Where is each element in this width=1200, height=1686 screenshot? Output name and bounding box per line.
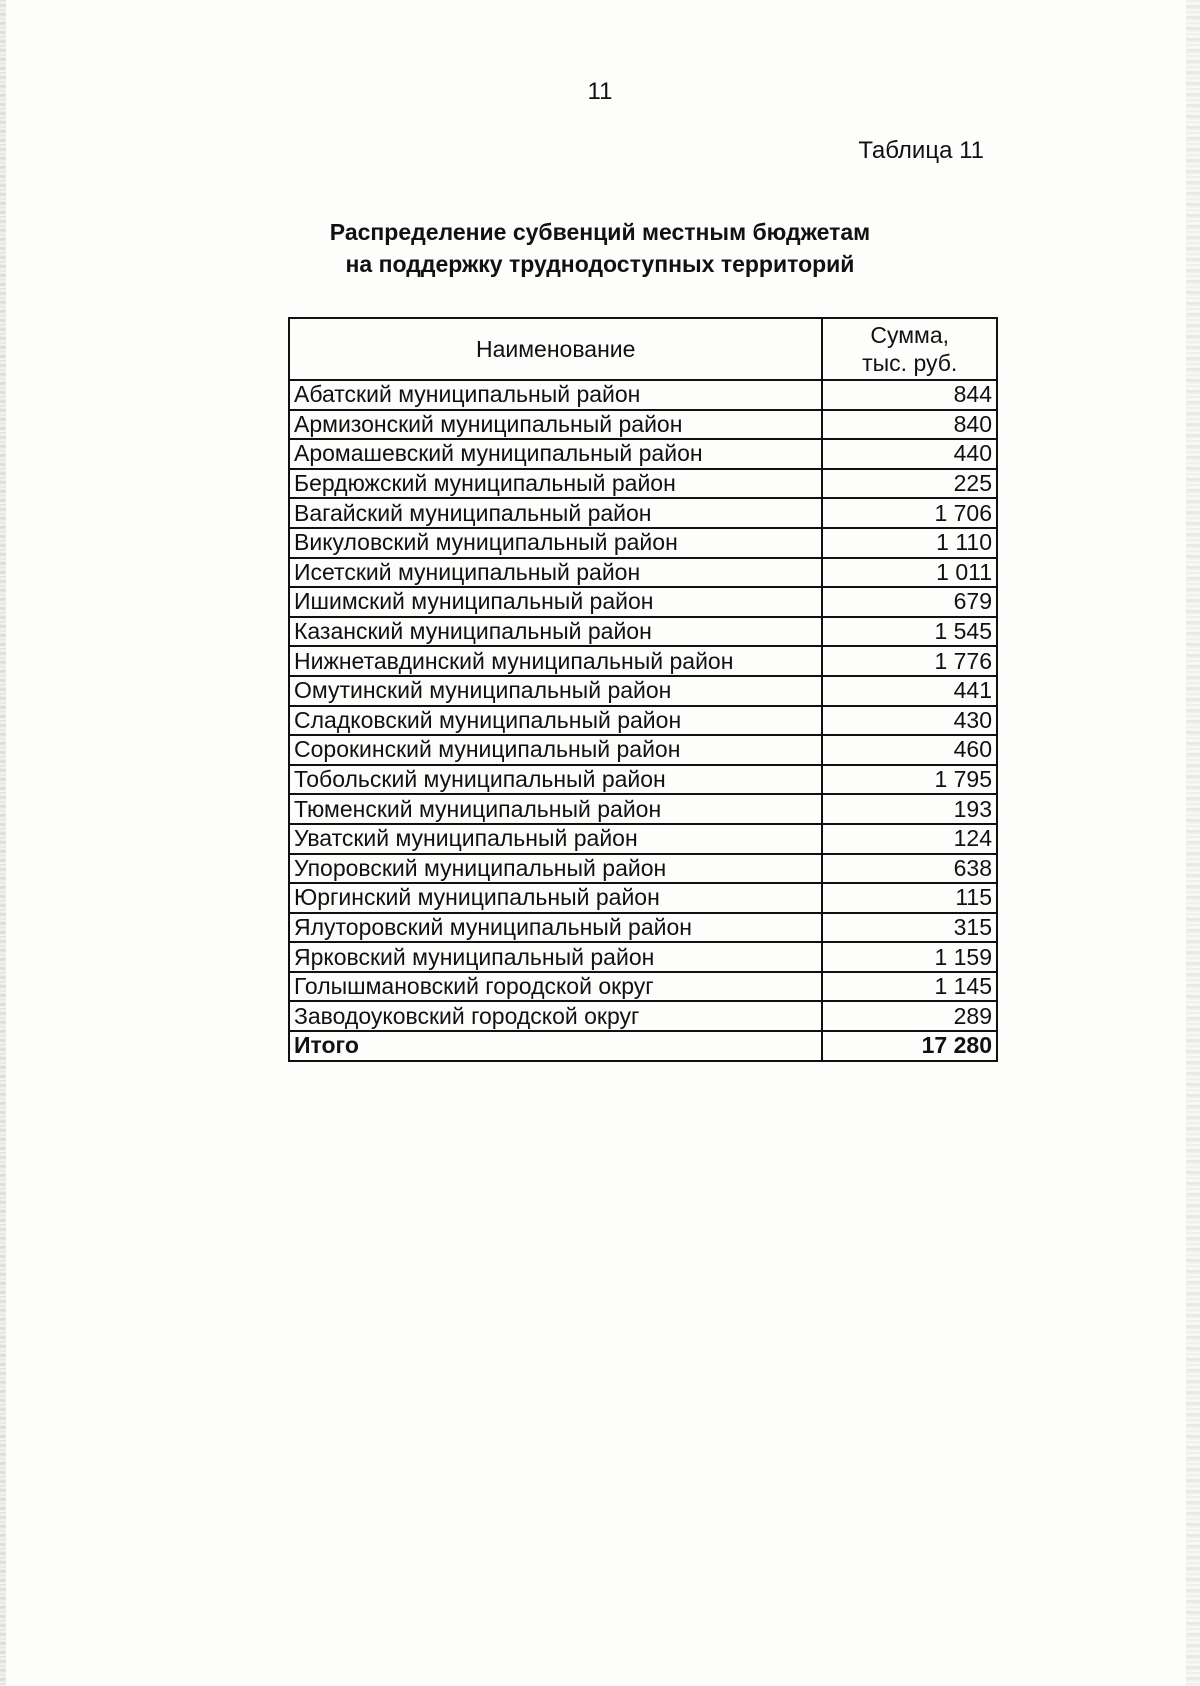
row-value: 1 145 <box>822 972 997 1002</box>
row-value: 638 <box>822 854 997 884</box>
table-row <box>289 765 997 795</box>
table-row <box>289 883 997 913</box>
row-value: 1 795 <box>822 765 997 795</box>
row-name: Исетский муниципальный район <box>289 558 822 588</box>
row-name: Армизонский муниципальный район <box>289 410 822 440</box>
total-label: Итого <box>289 1031 822 1061</box>
header-sum <box>822 318 997 380</box>
row-name: Викуловский муниципальный район <box>289 528 822 558</box>
table-row <box>289 558 997 588</box>
table-row <box>289 617 997 647</box>
table-row <box>289 646 997 676</box>
table-row <box>289 528 997 558</box>
table-label: Таблица 11 <box>858 137 984 164</box>
row-value: 460 <box>822 735 997 765</box>
row-name: Ишимский муниципальный район <box>289 587 822 617</box>
table-row <box>289 794 997 824</box>
row-name: Вагайский муниципальный район <box>289 498 822 528</box>
document-title <box>300 216 900 280</box>
table-row <box>289 735 997 765</box>
table-row <box>289 1001 997 1031</box>
table-row <box>289 824 997 854</box>
row-value: 1 110 <box>822 528 997 558</box>
table-row <box>289 913 997 943</box>
row-value: 430 <box>822 706 997 736</box>
table-row <box>289 587 997 617</box>
scan-edge-left <box>0 0 6 1686</box>
table-header-row <box>289 318 997 380</box>
row-name: Заводоуковский городской округ <box>289 1001 822 1031</box>
page-number: 11 <box>587 78 613 105</box>
table-row <box>289 498 997 528</box>
row-value: 1 545 <box>822 617 997 647</box>
row-value: 441 <box>822 676 997 706</box>
row-name: Юргинский муниципальный район <box>289 883 822 913</box>
total-value: 17 280 <box>822 1031 997 1061</box>
row-value: 115 <box>822 883 997 913</box>
row-value: 1 776 <box>822 646 997 676</box>
title-line-2: на поддержку труднодоступных территорий <box>345 251 855 277</box>
row-value: 124 <box>822 824 997 854</box>
scan-edge-right <box>1186 0 1200 1686</box>
row-value: 1 159 <box>822 942 997 972</box>
header-name: Наименование <box>289 318 822 380</box>
row-name: Ярковский муниципальный район <box>289 942 822 972</box>
table-row <box>289 706 997 736</box>
table-row <box>289 942 997 972</box>
row-name: Тобольский муниципальный район <box>289 765 822 795</box>
row-value: 315 <box>822 913 997 943</box>
row-name: Бердюжский муниципальный район <box>289 469 822 499</box>
row-name: Омутинский муниципальный район <box>289 676 822 706</box>
table-row <box>289 439 997 469</box>
row-value: 840 <box>822 410 997 440</box>
header-sum-line-2: тыс. руб. <box>862 350 958 376</box>
row-name: Сладковский муниципальный район <box>289 706 822 736</box>
row-name: Нижнетавдинский муниципальный район <box>289 646 822 676</box>
table-row <box>289 410 997 440</box>
row-name: Голышмановский городской округ <box>289 972 822 1002</box>
row-value: 193 <box>822 794 997 824</box>
row-name: Аромашевский муниципальный район <box>289 439 822 469</box>
header-sum-line-1: Сумма, <box>870 322 950 348</box>
row-value: 679 <box>822 587 997 617</box>
row-name: Абатский муниципальный район <box>289 380 822 410</box>
table-row <box>289 469 997 499</box>
total-row <box>289 1031 997 1061</box>
row-name: Ялуторовский муниципальный район <box>289 913 822 943</box>
table-body <box>289 380 997 1061</box>
row-value: 844 <box>822 380 997 410</box>
title-line-1: Распределение субвенций местным бюджетам <box>329 219 871 245</box>
row-name: Тюменский муниципальный район <box>289 794 822 824</box>
row-value: 1 011 <box>822 558 997 588</box>
table-row <box>289 854 997 884</box>
row-name: Упоровский муниципальный район <box>289 854 822 884</box>
row-name: Казанский муниципальный район <box>289 617 822 647</box>
row-value: 225 <box>822 469 997 499</box>
table-row <box>289 676 997 706</box>
row-value: 289 <box>822 1001 997 1031</box>
row-value: 1 706 <box>822 498 997 528</box>
row-name: Уватский муниципальный район <box>289 824 822 854</box>
row-value: 440 <box>822 439 997 469</box>
table-row <box>289 380 997 410</box>
table-row <box>289 972 997 1002</box>
subvention-table <box>288 317 998 1062</box>
row-name: Сорокинский муниципальный район <box>289 735 822 765</box>
